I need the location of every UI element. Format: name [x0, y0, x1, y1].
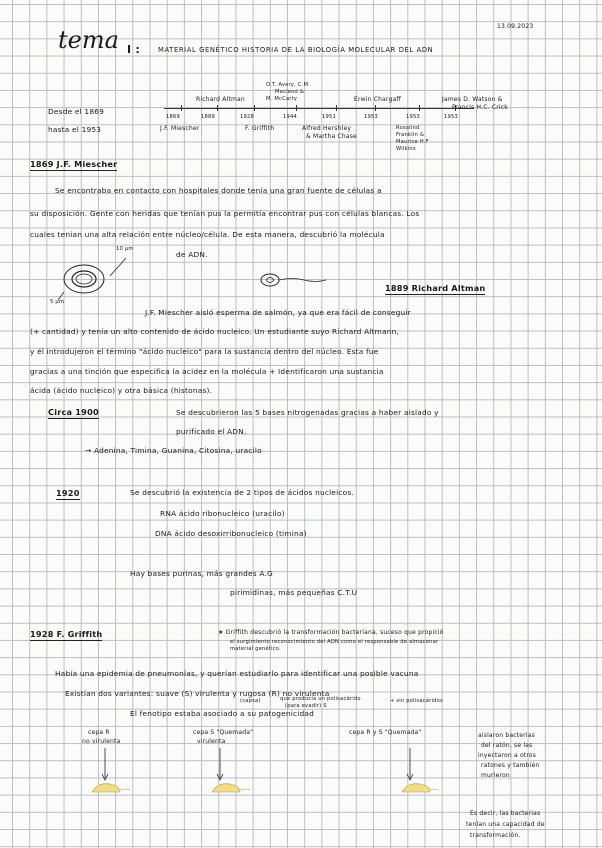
timeline-tick — [181, 105, 182, 111]
cepa-label: virulenta — [197, 738, 226, 745]
paragraph-line: (+ cantidad) y tenía un alto contenido de ácido nucleico. Un estudiante suyo Richard Altmann, — [30, 327, 400, 336]
timeline-below: Alfred Hershley — [302, 125, 352, 132]
timeline-above: Francis H.C. Crick — [452, 104, 508, 111]
griffith-note: ★ Griffith descubrió la transformación bacteriana, suceso que propició — [218, 629, 444, 636]
page-title: MATERIAL GENÉTICO HISTORIA DE LA BIOLOGÍA MOLECULAR DEL ADN — [158, 46, 434, 54]
sperm-drawing — [258, 270, 328, 290]
timeline-desde: Desde el 1869 — [48, 107, 105, 116]
griffith-note: material genético. — [230, 646, 281, 652]
paragraph-line: gracias a una tinción que especifica la acidez en la molécula + Identificaron una sustancia — [30, 367, 384, 376]
final-note: Es decir, las bacterias — [470, 810, 541, 817]
side-note: del ratón, se las — [481, 742, 533, 749]
timeline-above: James D. Watson & — [442, 96, 503, 103]
side-note: aislaron bacterias — [478, 732, 535, 739]
paragraph-line: cuales tenían una alta relación entre núcleo/célula. De esta manera, descubrió la molécula — [30, 230, 385, 239]
griffith-subnote: (para evadir) S — [285, 703, 327, 709]
cell-label-5um: 5 µm — [50, 299, 65, 305]
miescher-heading: 1869 J.F. Miescher — [30, 160, 117, 171]
timeline-year: 1889 — [201, 114, 216, 120]
timeline-below: Wilkins — [396, 146, 416, 152]
timeline-year: 1951 — [322, 114, 337, 120]
timeline-below: F. Griffith — [245, 125, 275, 132]
timeline-below: & Martha Chase — [306, 133, 357, 140]
paragraph-line: Existían dos variantes: suave (S) virulenta y rugosa (R) no virulenta — [65, 689, 330, 698]
paragraph-line: Hay bases purinas, más grandes A.G — [130, 569, 273, 578]
tema-number: I : — [127, 43, 140, 56]
timeline-year: 1869 — [166, 114, 181, 120]
paragraph-line: J.F. Miescher aisló esperma de salmón, ya que era fácil de conseguir — [145, 308, 411, 317]
timeline-year: 1944 — [283, 114, 298, 120]
timeline-above: Macleod & — [275, 89, 305, 95]
final-note: transformación. — [470, 832, 521, 839]
paragraph-line: → Adenina, Timina, Guanina, Citosina, uracilo — [85, 446, 262, 455]
timeline-year: 1953 — [364, 114, 379, 120]
griffith-note: el surgimiento reconocimiento del ADN como el responsable de almacenar — [230, 639, 439, 645]
mice-drawing — [80, 740, 440, 800]
paragraph-line: DNA ácido desoxirribonucleico (timina) — [155, 529, 307, 538]
cell-label-10um: 10 µm — [116, 246, 134, 252]
griffith-subnote: que producía un polisacárido — [280, 696, 361, 702]
paragraph-line: y él introdujeron el término "ácido nucleico" para la sustancia dentro del núcleo. Esta fue — [30, 347, 379, 356]
cepa-label: cepa R — [88, 729, 110, 736]
timeline-tick — [375, 105, 376, 111]
paragraph-line: su disposición. Gente con heridas que tenían pus la permitía encontrar pus con células blancas. Los — [30, 209, 420, 218]
cepa-label: cepa S "Quemada" — [193, 729, 254, 736]
timeline-tick — [217, 105, 218, 111]
side-note: murieron — [481, 772, 510, 779]
cell-drawing — [52, 252, 144, 308]
altman-heading: 1889 Richard Altman — [385, 284, 485, 295]
side-note: inyectaron a otros — [478, 752, 537, 759]
y1920-heading: 1920 — [56, 489, 80, 500]
timeline-tick — [336, 105, 337, 111]
timeline-below: Franklin & — [396, 132, 425, 138]
timeline-tick — [254, 105, 255, 111]
paragraph-line: de ADN. — [176, 250, 208, 259]
timeline-below: Rosalind — [396, 125, 420, 131]
cepa-label: no virulenta — [82, 738, 121, 745]
paragraph-line: ácida (ácido nucleico) y otra básica (histonas). — [30, 386, 213, 395]
paragraph-line: purificado el ADN. — [176, 427, 247, 436]
timeline-year: 1953 — [406, 114, 421, 120]
paragraph-line: El fenotipo estaba asociado a su patogenicidad — [130, 709, 315, 718]
timeline-above: M. McCarty — [266, 96, 298, 102]
paragraph-line: pirimidinas, más pequeñas C.T.U — [230, 588, 358, 597]
timeline-above: O.T. Avery, C.M. — [266, 82, 310, 88]
paragraph-line: RNA ácido ribonucleico (uracilo) — [160, 509, 285, 518]
timeline-below: J.F. Miescher — [160, 125, 200, 132]
circa1900-heading: Circa 1900 — [48, 408, 99, 419]
griffith-subnote: + sin polisacáridos — [390, 698, 443, 704]
paragraph-line: Se descubrió la existencia de 2 tipos de ácidos nucleicos. — [130, 488, 354, 497]
timeline-axis — [164, 108, 474, 109]
timeline-hasta: hasta el 1953 — [48, 125, 102, 134]
griffith-subnote: (capsa) — [240, 698, 261, 704]
timeline-tick — [419, 105, 420, 111]
tema-word: tema — [58, 26, 119, 54]
date: 13.09.2023 — [497, 23, 534, 30]
timeline-above: Richard Altman — [196, 96, 245, 103]
paragraph-line: Se encontraba en contacto con hospitales donde tenía una gran fuente de células a — [55, 186, 382, 195]
cepa-label: cepa R y S "Quemada" — [349, 729, 422, 736]
paragraph-line: Se descubrieron las 5 bases nitrogenadas gracias a haber aislado y — [176, 408, 439, 417]
timeline-year: 1953 — [444, 114, 459, 120]
final-note: tenían una capacidad de — [466, 821, 545, 828]
griffith-heading: 1928 F. Griffith — [30, 630, 102, 641]
side-note: ratones y también — [481, 762, 540, 769]
timeline-year: 1928 — [240, 114, 255, 120]
paragraph-line: Había una epidemia de pneumonías, y querían estudiarlo para identificar una posible vacuna — [55, 669, 419, 678]
timeline-above: Erwin Chargaff — [354, 96, 402, 103]
timeline-tick — [296, 105, 297, 111]
timeline-below: Maurice H.F — [396, 139, 429, 145]
